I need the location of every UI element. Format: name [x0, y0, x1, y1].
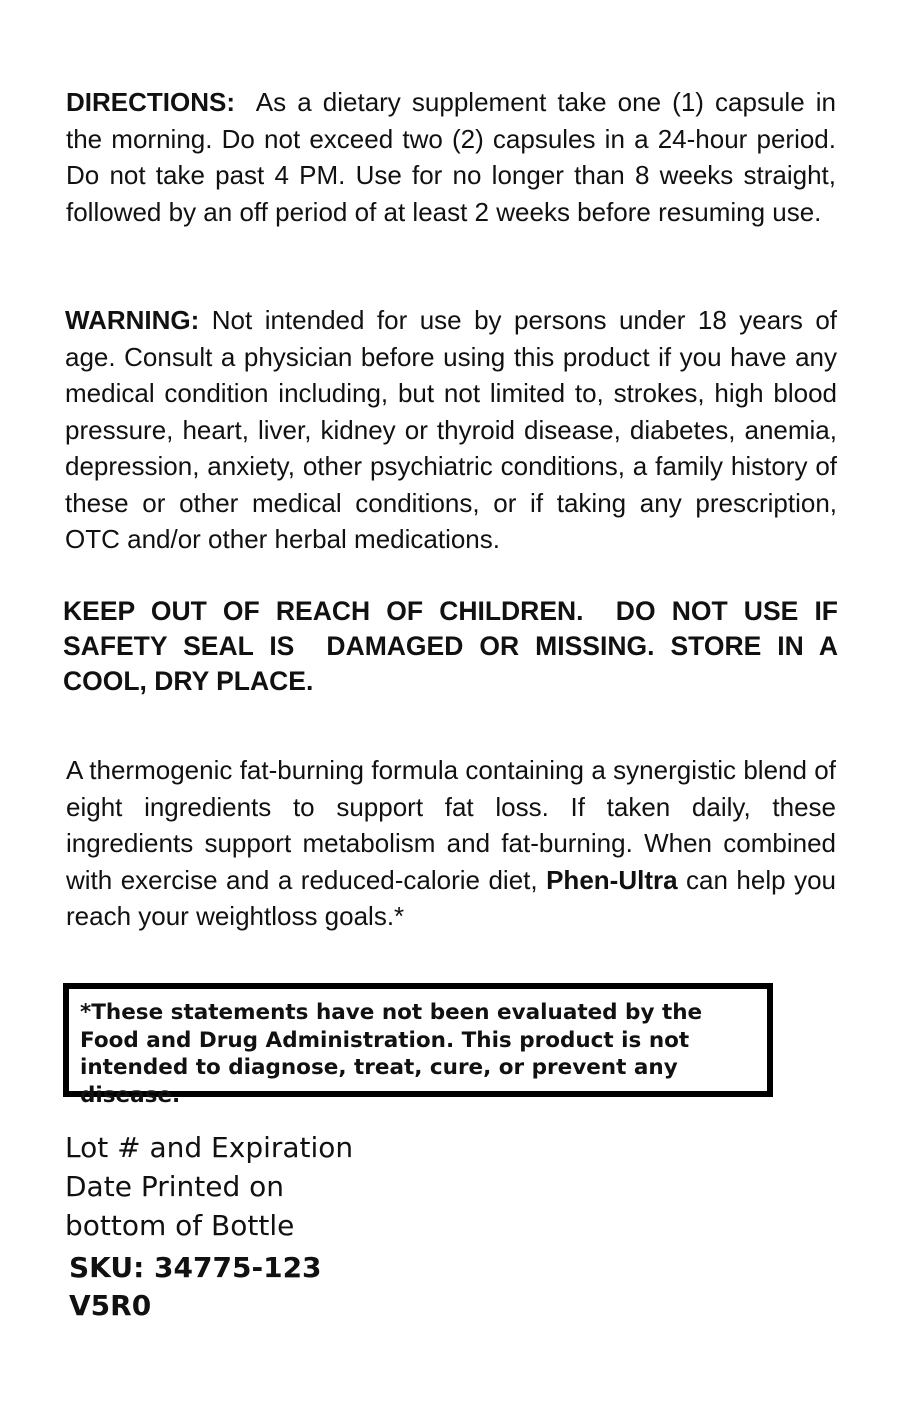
- warning-paragraph: [65, 302, 845, 558]
- sku-number: SKU: 34775-123: [69, 1251, 322, 1284]
- directions-paragraph: [66, 84, 844, 230]
- directions-text: As a dietary supplement take one (1) capsule in the morning. Do not exceed two (2) capsules in a 24-hour period. Do not take past 4 PM. Use for no longer than 8 weeks straight, followed by an off period of at least 2 weeks before resuming use.: [66, 87, 844, 227]
- sku-block: [69, 1249, 469, 1325]
- fda-disclaimer-box: [63, 983, 773, 1108]
- lot-expiration-note: [65, 1128, 465, 1245]
- product-name: Phen-Ultra: [546, 864, 678, 895]
- warning-label: WARNING:: [65, 305, 200, 335]
- description-text-before: A thermogenic fat-burning formula containing a synergistic blend of eight ingredients to support fat loss. If taken daily, these ingredients support metabolism and fat-burning. When combined with exercise and a reduced-calorie diet,: [66, 755, 836, 895]
- lot-line-1: Lot # and Expiration: [65, 1131, 354, 1164]
- fda-disclaimer-text: *These statements have not been evaluated by the Food and Drug Administration. This product is not intended to diagnose, treat, cure, or prevent any disease.: [80, 1000, 703, 1108]
- warning-text: Not intended for use by persons under 18 years of age. Consult a physician before using this product if you have any medical condition including, but not limited to, strokes, high blood pressure, heart, liver, kidney or thyroid disease, diabetes, anemia, depression, anxiety, other psychiatric conditions, a family history of these or other medical conditions, or if taking any prescription, OTC and/or other herbal medications.: [65, 305, 845, 554]
- lot-line-3: bottom of Bottle: [65, 1209, 295, 1242]
- description-text-after: can help you reach your weightloss goals.*: [66, 864, 836, 931]
- directions-label: DIRECTIONS:: [66, 87, 235, 117]
- keep-out-notice: KEEP OUT OF REACH OF CHILDREN. DO NOT USE IF SAFETY SEAL IS DAMAGED OR MISSING. STORE IN A COOL, DRY PLACE.: [63, 596, 846, 696]
- product-description: [66, 752, 836, 935]
- version-code: V5R0: [69, 1289, 152, 1322]
- lot-line-2: Date Printed on: [65, 1170, 285, 1203]
